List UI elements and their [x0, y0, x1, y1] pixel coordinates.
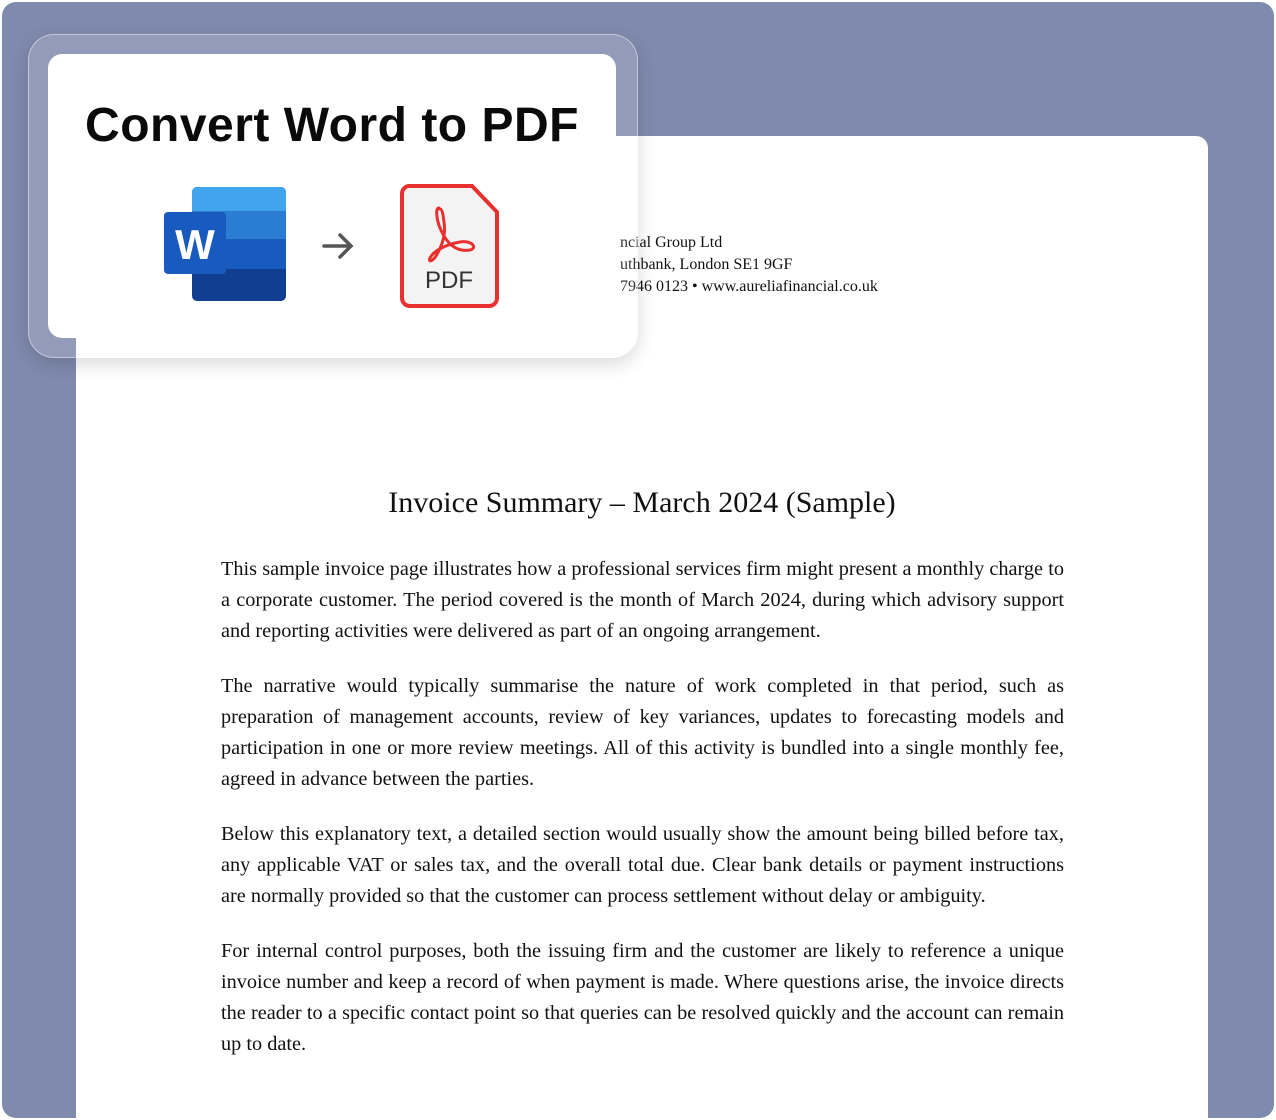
- convert-banner: [48, 54, 616, 338]
- document-title: Invoice Summary – March 2024 (Sample): [388, 486, 896, 519]
- svg-text:W: W: [175, 221, 215, 268]
- background-frame: [2, 2, 1274, 1118]
- paragraph: Below this explanatory text, a detailed section would usually show the amount being billed before tax, any applicable VAT or sales tax, and the overall total due. Clear bank details or payment instructions are normally provided so that the customer can process settlement without delay or ambiguity.: [221, 823, 1064, 907]
- paragraph: The narrative would typically summarise the nature of work completed in that period, such as preparation of management accounts, review of key variances, updates to forecasting models and participation in one or more review meetings. All of this activity is bundled into a single monthly fee, agreed in advance between the parties.: [221, 675, 1064, 790]
- document-body: [221, 554, 1064, 1084]
- address-line: uthbank, London SE1 9GF: [620, 256, 793, 273]
- svg-text:PDF: PDF: [425, 267, 473, 294]
- address-line: 7946 0123 • www.aureliafinancial.co.uk: [620, 278, 878, 295]
- paragraph: For internal control purposes, both the issuing firm and the customer are likely to reference a unique invoice number and keep a record of when payment is made. Where questions arise, the invoice directs the reader to a specific contact point so that queries can be resolved quickly and the account can remain up to date.: [221, 940, 1064, 1055]
- word-icon: [164, 187, 288, 303]
- company-address: [620, 232, 878, 298]
- banner-title: Convert Word to PDF: [85, 99, 579, 152]
- paragraph: This sample invoice page illustrates how a professional services firm might present a monthly charge to a corporate customer. The period covered is the month of March 2024, during which advisory support and reporting activities were delivered as part of an ongoing arrangement.: [221, 558, 1064, 642]
- pdf-icon: [400, 184, 500, 308]
- address-line: ncial Group Ltd: [620, 234, 723, 251]
- arrow-right-icon: [318, 226, 358, 266]
